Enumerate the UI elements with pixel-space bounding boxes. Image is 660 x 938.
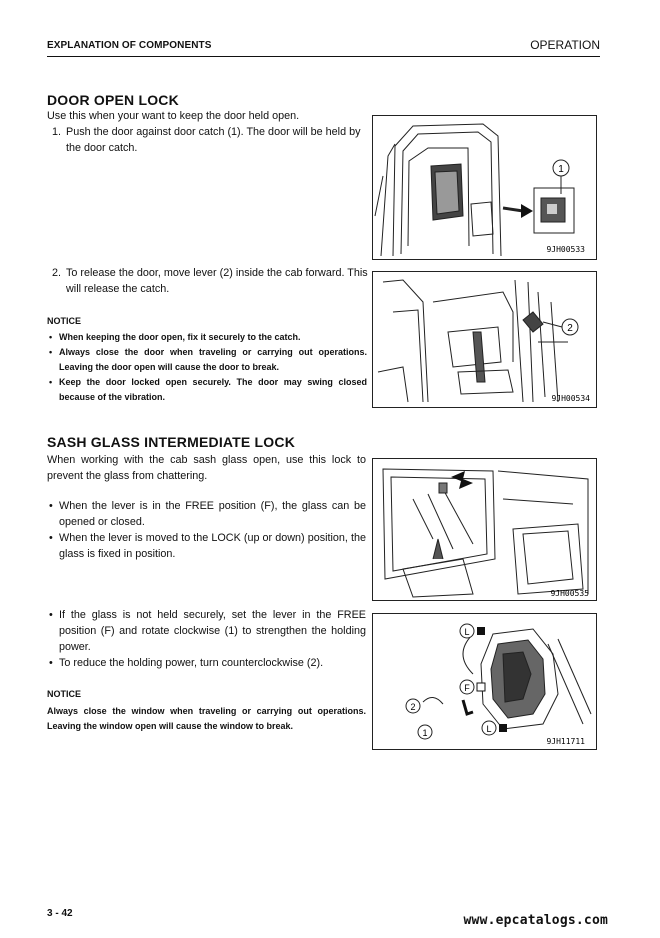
sash-bullet: • To reduce the holding power, turn counterclockwise (2). xyxy=(47,655,366,671)
lock-top-label: L xyxy=(464,627,470,637)
release-lever-callout: 2 xyxy=(567,323,573,334)
step2-line1: To release the door, move lever (2) inside the cab forward. This xyxy=(66,267,368,279)
door-lock-title: DOOR OPEN LOCK xyxy=(47,92,179,108)
step1-line2: the door catch. xyxy=(66,142,138,154)
section-header: EXPLANATION OF COMPONENTS xyxy=(47,40,212,51)
sash-lock-intro: When working with the cab sash glass open, use this lock to prevent the glass from chattering. xyxy=(47,454,366,482)
door-notice-item: • When keeping the door open, fix it securely to the catch. xyxy=(47,330,367,345)
sash-bullet: • When the lever is moved to the LOCK (up or down) position, the glass is fixed in position. xyxy=(47,530,366,562)
sash-bullets-b xyxy=(47,607,366,671)
lock-top-icon xyxy=(477,627,485,635)
figure-sash-glass xyxy=(372,458,597,601)
ccw-arrow-icon xyxy=(423,697,443,704)
figure-sash-lever xyxy=(372,613,597,750)
unlock-icon xyxy=(477,683,485,691)
lock-bottom-label: L xyxy=(486,724,492,734)
sash-bullet: • When the lever is in the FREE position (F), the glass can be opened or closed. xyxy=(47,498,366,530)
step2-number: 2. xyxy=(52,267,62,279)
page-number: 3 - 42 xyxy=(47,908,73,919)
watermark-link[interactable]: www.epcatalogs.com xyxy=(463,913,608,928)
ccw-label: 2 xyxy=(410,702,416,712)
door-notice-label: NOTICE xyxy=(47,316,82,326)
sash-bullets-a xyxy=(47,498,366,562)
sash-lever-illustration xyxy=(373,614,596,749)
door-notice-item: • Keep the door locked open securely. The door may swing closed because of the vibration. xyxy=(47,375,367,405)
free-label: F xyxy=(464,683,470,693)
fig4-caption: 9JH11711 xyxy=(546,737,585,746)
header-rule xyxy=(47,56,600,57)
door-catch-illustration xyxy=(373,116,596,259)
step2-line2: will release the catch. xyxy=(66,283,170,295)
step1-line1: Push the door against door catch (1). The door will be held by xyxy=(66,126,361,138)
sash-bullet: • If the glass is not held securely, set the lever in the FREE position (F) and rotate clockwise (1) to strengthen the holding power. xyxy=(47,607,366,655)
fig1-caption: 9JH00533 xyxy=(546,245,585,254)
door-lock-intro: Use this when your want to keep the door held open. xyxy=(47,110,300,122)
sash-notice-label: NOTICE xyxy=(47,689,82,699)
door-notice-item: • Always close the door when traveling or carrying out operations. Leaving the door open will cause the door to break. xyxy=(47,345,367,375)
figure-door-catch xyxy=(372,115,597,260)
figure-release-lever xyxy=(372,271,597,408)
door-catch-callout: 1 xyxy=(558,164,564,175)
sash-glass-illustration xyxy=(373,459,596,600)
release-lever-illustration xyxy=(373,272,596,407)
lock-bottom-icon xyxy=(499,724,507,732)
step1-number: 1. xyxy=(52,126,62,138)
cw-arrow-icon xyxy=(463,700,473,714)
door-notice-list xyxy=(47,330,367,405)
sash-notice-text: Always close the window when traveling or carrying out operations. Leaving the window open will cause the window to break. xyxy=(47,706,366,731)
cw-label: 1 xyxy=(422,728,428,738)
chapter-header: OPERATION xyxy=(530,38,600,52)
sash-lock-title: SASH GLASS INTERMEDIATE LOCK xyxy=(47,434,296,450)
fig2-caption: 9JH00534 xyxy=(551,394,590,403)
fig3-caption: 9JH00535 xyxy=(550,589,589,598)
